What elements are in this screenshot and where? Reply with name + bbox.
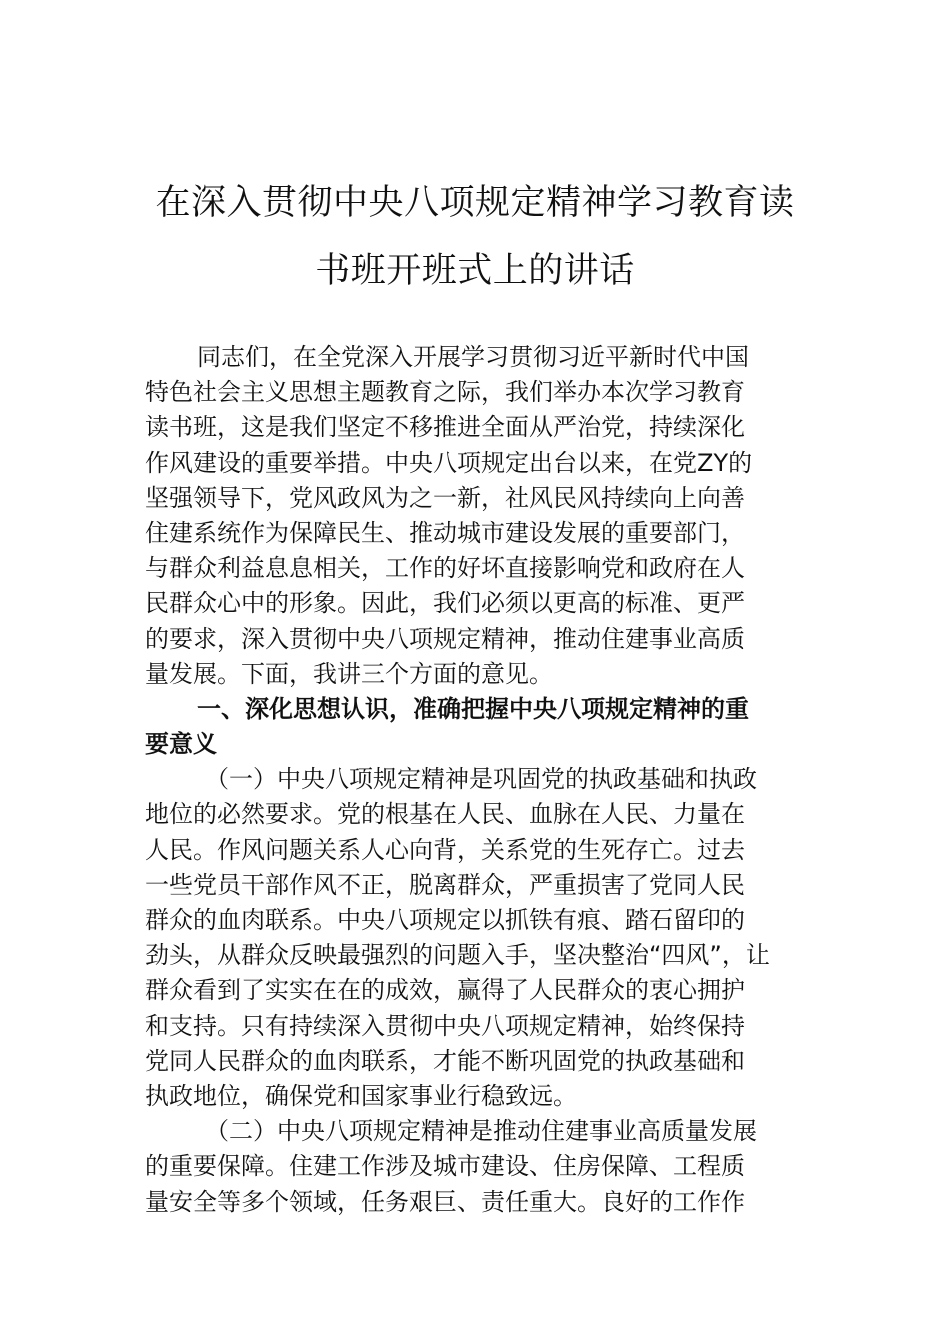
paragraph-line: 住建系统作为保障民生、推动城市建设发展的重要部门， [145, 518, 745, 547]
paragraph-line: 民群众心中的形象。因此，我们必须以更高的标准、更严 [145, 589, 745, 618]
paragraph-line: 执政地位，确保党和国家事业行稳致远。 [145, 1081, 577, 1110]
paragraph-line: 党同人民群众的血肉联系，才能不断巩固党的执政基础和 [145, 1046, 745, 1075]
paragraph-line: 群众的血肉联系。中央八项规定以抓铁有痕、踏石留印的 [145, 906, 745, 934]
paragraph-line: 量发展。下面，我讲三个方面的意见。 [145, 659, 553, 688]
document-body [145, 340, 805, 1220]
paragraph-line: 群众看到了实实在在的成效，赢得了人民群众的衷心拥护 [145, 976, 745, 1005]
section-heading-line: 一、深化思想认识，准确把握中央八项规定精神的重 [197, 694, 749, 723]
paragraph-line: （二）中央八项规定精神是推动住建事业高质量发展 [205, 1117, 757, 1146]
paragraph-line: 一些党员干部作风不正，脱离群众，严重损害了党同人民 [145, 870, 745, 899]
paragraph-line: 特色社会主义思想主题教育之际，我们举办本次学习教育 [145, 378, 745, 407]
paragraph-line: 与群众利益息息相关，工作的好坏直接影响党和政府在人 [145, 554, 745, 583]
paragraph-line: 的要求，深入贯彻中央八项规定精神，推动住建事业高质 [145, 624, 745, 653]
paragraph-line: 读书班，这是我们坚定不移推进全面从严治党，持续深化 [145, 413, 745, 442]
document-title-line-1: 在深入贯彻中央八项规定精神学习教育读 [155, 183, 795, 223]
paragraph-line: 作风建设的重要举措。中央八项规定出台以来，在党ZY的 [145, 448, 753, 477]
section-heading-line: 要意义 [145, 730, 217, 759]
paragraph-line: 的重要保障。住建工作涉及城市建设、住房保障、工程质 [145, 1152, 745, 1181]
paragraph-line: 坚强领导下，党风政风为之一新，社风民风持续向上向善 [145, 483, 745, 512]
paragraph-line: 人民。作风问题关系人心向背，关系党的生死存亡。过去 [145, 835, 745, 864]
paragraph-line: （一）中央八项规定精神是巩固党的执政基础和执政 [205, 765, 757, 794]
paragraph-line: 地位的必然要求。党的根基在人民、血脉在人民、力量在 [145, 800, 745, 829]
paragraph-line: 同志们，在全党深入开展学习贯彻习近平新时代中国 [197, 343, 749, 371]
paragraph-line: 量安全等多个领域，任务艰巨、责任重大。良好的工作作 [145, 1187, 745, 1216]
paragraph-line: 劲头，从群众反映最强烈的问题入手，坚决整治“四风”，让 [145, 941, 770, 970]
paragraph-line: 和支持。只有持续深入贯彻中央八项规定精神，始终保持 [145, 1011, 745, 1040]
document-title-line-2: 书班开班式上的讲话 [315, 251, 635, 291]
